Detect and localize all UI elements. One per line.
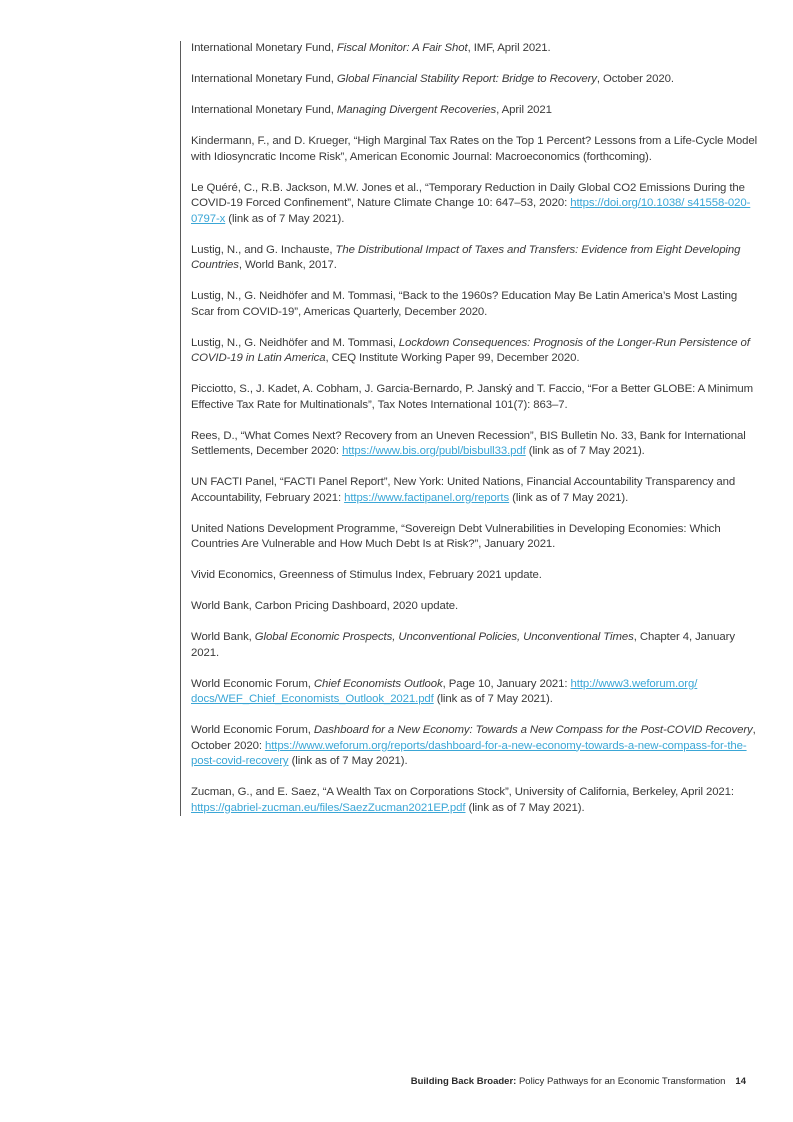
reference-text: (link as of 7 May 2021). [525, 445, 645, 457]
reference-entry [191, 522, 761, 553]
reference-text: (link as of 7 May 2021). [433, 693, 553, 705]
reference-entry [191, 103, 761, 119]
reference-entry [191, 382, 761, 413]
reference-text: , October 2020: [191, 724, 756, 752]
reference-entry [191, 336, 761, 367]
reference-text: Lustig, N., and G. Inchauste, [191, 243, 336, 256]
reference-text: , CEQ Institute Working Paper 99, December 2020. [325, 352, 580, 364]
reference-entry [191, 723, 761, 770]
reference-text: Picciotto, S., J. Kadet, A. Cobham, J. Garcia-Bernardo, P. Janský and T. Faccio, “For a Better GLOBE: A Minimum Effective Tax Rate for Multinationals”, Tax Notes International 101(7): 863–7. [191, 383, 754, 411]
reference-entry [191, 599, 761, 615]
reference-text: Vivid Economics, Greenness of Stimulus Index, February 2021 update. [191, 569, 542, 581]
reference-title: The Distributional Impact of Taxes and Transfers: Evidence from Eight Developing Countries [191, 243, 741, 271]
reference-text: World Economic Forum, [191, 724, 314, 736]
reference-title: Managing Divergent Recoveries [336, 104, 497, 116]
reference-text: (link as of 7 May 2021). [509, 491, 629, 504]
reference-text: , IMF, April 2021. [467, 42, 551, 54]
reference-entry [191, 429, 761, 460]
reference-text: Lustig, N., G. Neidhöfer and M. Tommasi, [191, 336, 399, 349]
reference-entry [191, 630, 761, 661]
page-number: 14 [735, 1076, 746, 1087]
reference-entry [191, 243, 761, 274]
reference-text: Zucman, G., and E. Saez, “A Wealth Tax on Corporations Stock”, University of California, Berkeley, April 2021: [191, 786, 734, 798]
reference-text: UN FACTI Panel, “FACTI Panel Report”, New York: United Nations, Financial Accountability Transparency and Accountability, February 2021: [191, 476, 736, 504]
reference-text: Le Quéré, C., R.B. Jackson, M.W. Jones et al., “Temporary Reduction in Daily Global CO2 Emissions During the COVID-19 Forced Confinement”, Nature Climate Change 10: 647–53, 2020: [191, 181, 745, 209]
reference-link[interactable]: https://gabriel-zucman.eu/files/SaezZucman2021EP.pdf [191, 801, 466, 814]
reference-entry [191, 72, 761, 88]
reference-text: Kindermann, F., and D. Krueger, “High Marginal Tax Rates on the Top 1 Percent? Lessons from a Life-Cycle Model with Idiosyncratic Income Risk”, American Economic Journal: Macroeconomics (forthcoming). [191, 135, 757, 163]
reference-entry [191, 568, 761, 584]
reference-title: Chief Economists Outlook [313, 677, 443, 690]
reference-text: , World Bank, 2017. [238, 259, 337, 271]
page-footer [411, 1076, 746, 1087]
reference-text: United Nations Development Programme, “Sovereign Debt Vulnerabilities in Developing Economies: Which Countries Are Vulnerable and How Much Debt Is at Risk?”, January 2021. [191, 522, 721, 550]
reference-text: International Monetary Fund, [191, 42, 337, 54]
reference-entry [191, 475, 761, 506]
reference-text: World Bank, [191, 631, 255, 643]
reference-entry [191, 181, 761, 228]
reference-text: , October 2020. [596, 73, 674, 85]
reference-entry [191, 289, 761, 320]
reference-text: , April 2021 [496, 104, 552, 116]
reference-text: Lustig, N., G. Neidhöfer and M. Tommasi, “Back to the 1960s? Education May Be Latin America’s Most Lasting Scar from COVID-19”, Americas Quarterly, December 2020. [191, 290, 738, 318]
reference-text: , Page 10, January 2021: [442, 677, 571, 690]
footer-title-bold: Building Back Broader: [410, 1076, 517, 1087]
reference-entry [191, 677, 761, 708]
reference-link[interactable]: https://www.factipanel.org/reports [344, 491, 510, 504]
reference-title: Global Financial Stability Report: Bridge to Recovery [336, 73, 597, 85]
reference-link[interactable]: https://www.bis.org/publ/bisbull33.pdf [342, 445, 526, 457]
reference-text: International Monetary Fund, [191, 73, 337, 85]
reference-entry [191, 785, 761, 816]
reference-text: World Economic Forum, [191, 677, 314, 690]
reference-link[interactable]: http://www3.weforum.org/ docs/WEF_Chief_Economists_Outlook_2021.pdf [191, 677, 698, 705]
reference-text: (link as of 7 May 2021). [225, 212, 345, 225]
reference-text: (link as of 7 May 2021). [465, 801, 585, 814]
reference-list [180, 41, 761, 816]
reference-text: World Bank, Carbon Pricing Dashboard, 2020 update. [191, 600, 459, 612]
reference-text: Rees, D., “What Comes Next? Recovery from an Uneven Recession”, BIS Bulletin No. 33, Bank for International Settlements, December 2020: [191, 429, 746, 457]
reference-title: Global Economic Prospects, Unconventional Policies, Unconventional Times [254, 631, 634, 643]
reference-title: Lockdown Consequences: Prognosis of the Longer-Run Persistence of COVID-19 in Latin America [191, 336, 750, 364]
footer-title-rest: Policy Pathways for an Economic Transformation [516, 1076, 726, 1087]
reference-text: (link as of 7 May 2021). [288, 755, 408, 767]
reference-link[interactable]: https://doi.org/10.1038/ s41558-020-0797-x [191, 197, 751, 225]
reference-title: Dashboard for a New Economy: Towards a New Compass for the Post-COVID Recovery [313, 724, 753, 736]
reference-text: International Monetary Fund, [191, 104, 337, 116]
reference-link[interactable]: https://www.weforum.org/reports/dashboard-for-a-new-economy-towards-a-new-compass-for-the-post-covid-recovery [191, 739, 747, 767]
reference-title: Fiscal Monitor: A Fair Shot [336, 42, 468, 54]
reference-text: , Chapter 4, January 2021. [191, 631, 735, 659]
reference-entry [191, 134, 761, 165]
reference-entry [191, 41, 761, 57]
